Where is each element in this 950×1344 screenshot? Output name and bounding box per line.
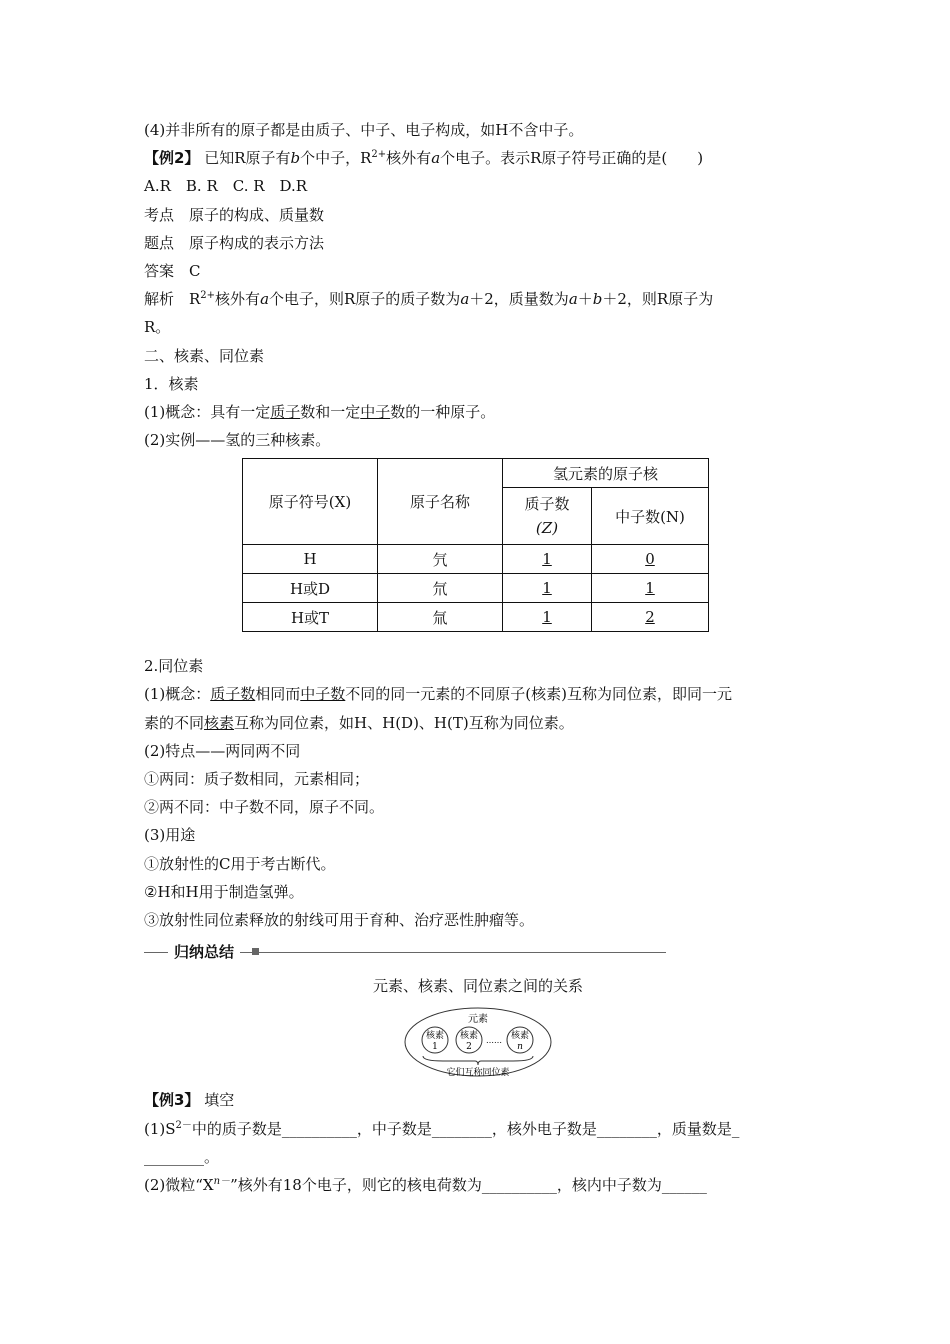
isotope-concept-2: 素的不同核素互称为同位素，如H、H(D)、H(T)互称为同位素。 xyxy=(144,713,574,732)
summary-header xyxy=(144,942,812,972)
isotope-use-2: ②H和H用于制造氢弹。 xyxy=(144,882,304,901)
diagram-bracket-label: 它们互称同位素 xyxy=(446,1068,510,1079)
isotope-feature: (2)特点——两同两不同 xyxy=(144,741,301,760)
element-nuclide-diagram xyxy=(403,1006,553,1080)
table-header-group: 氢元素的原子核 xyxy=(503,459,709,488)
isotope-use-3: ③放射性同位素释放的射线可用于育种、治疗恶性肿瘤等。 xyxy=(144,910,535,929)
isotope-use: (3)用途 xyxy=(144,826,196,845)
example2-kaodian: 考点 原子的构成、质量数 xyxy=(144,205,325,224)
note-line-4: (4)并非所有的原子都是由质子、中子、电子构成，如H不含中子。 xyxy=(144,121,584,139)
svg-text:1: 1 xyxy=(432,1042,438,1053)
table-row: H或D 氘 1 1 xyxy=(243,574,709,603)
example2-options: A.R B. R C. R D.R xyxy=(144,177,308,196)
isotope-feature-1: ①两同：质子数相同，元素相同； xyxy=(144,770,370,788)
summary-caption: 元素、核素、同位素之间的关系 xyxy=(372,977,583,996)
example2-tidian: 题点 原子构成的表示方法 xyxy=(144,233,325,252)
table-row: H或T 氚 1 2 xyxy=(243,603,709,632)
svg-text:核素: 核素 xyxy=(510,1031,530,1042)
example3-label: 【例3】 xyxy=(144,1091,200,1110)
example3-q1: $(1)S^{2-}$中的质子数是__________，中子数是________，核外电子数是________，质量数是_ xyxy=(144,1119,740,1138)
example2-answer: 答案 C xyxy=(144,261,201,280)
document-page xyxy=(144,116,812,1199)
nuclide-title: 1．核素 xyxy=(144,374,199,393)
example2-analysis: 解析 $R^{2+}$核外有a个电子，则R原子的质子数为a＋2，质量数为a＋b＋2，则R原子为 xyxy=(144,290,714,309)
example2-question: 【例2】 已知R原子有b个中子，$R^{2+}$核外有a个电子。表示R原子符号正确的是( ) xyxy=(144,149,704,168)
example3-title: 【例3】 填空 xyxy=(144,1091,235,1110)
svg-text:核素: 核素 xyxy=(425,1031,445,1042)
isotope-title: 2.同位素 xyxy=(144,657,204,676)
example2-analysis-end: R。 xyxy=(144,318,171,337)
example2-label: 【例2】 xyxy=(144,149,200,168)
svg-text:2: 2 xyxy=(466,1042,472,1053)
table-header-name: 原子名称 xyxy=(378,459,503,545)
table-row: H 氕 1 0 xyxy=(243,545,709,574)
svg-text:n: n xyxy=(517,1042,523,1053)
section2-title: 二、核素、同位素 xyxy=(144,346,265,365)
table-header-n: 中子数(N) xyxy=(592,488,709,545)
hydrogen-nuclide-table xyxy=(242,458,709,632)
svg-text:核素: 核素 xyxy=(459,1031,479,1042)
summary-tag: 归纳总结 xyxy=(168,942,240,962)
svg-text:……: …… xyxy=(486,1036,502,1046)
example3-q2: (2)微粒“$X^{n-}$”核外有18个电子，则它的核电荷数为__________，核内中子数为______ xyxy=(144,1175,707,1194)
isotope-feature-2: ②两不同：中子数不同，原子不同。 xyxy=(144,798,385,817)
example3-q1-cont: ________。 xyxy=(144,1147,220,1166)
isotope-use-1: ①放射性的C用于考古断代。 xyxy=(144,854,336,873)
diagram-outer-label: 元素 xyxy=(468,1014,488,1026)
nuclide-example: (2)实例——氢的三种核素。 xyxy=(144,431,331,450)
table-header-symbol: 原子符号(X) xyxy=(243,459,378,545)
table-header-z: 质子数 (Z) xyxy=(503,488,592,545)
isotope-concept-1: (1)概念：质子数相同而中子数不同的同一元素的不同原子(核素)互称为同位素，即同一元 xyxy=(144,685,733,704)
nuclide-concept: (1)概念：具有一定质子数和一定中子数的一种原子。 xyxy=(144,402,496,421)
